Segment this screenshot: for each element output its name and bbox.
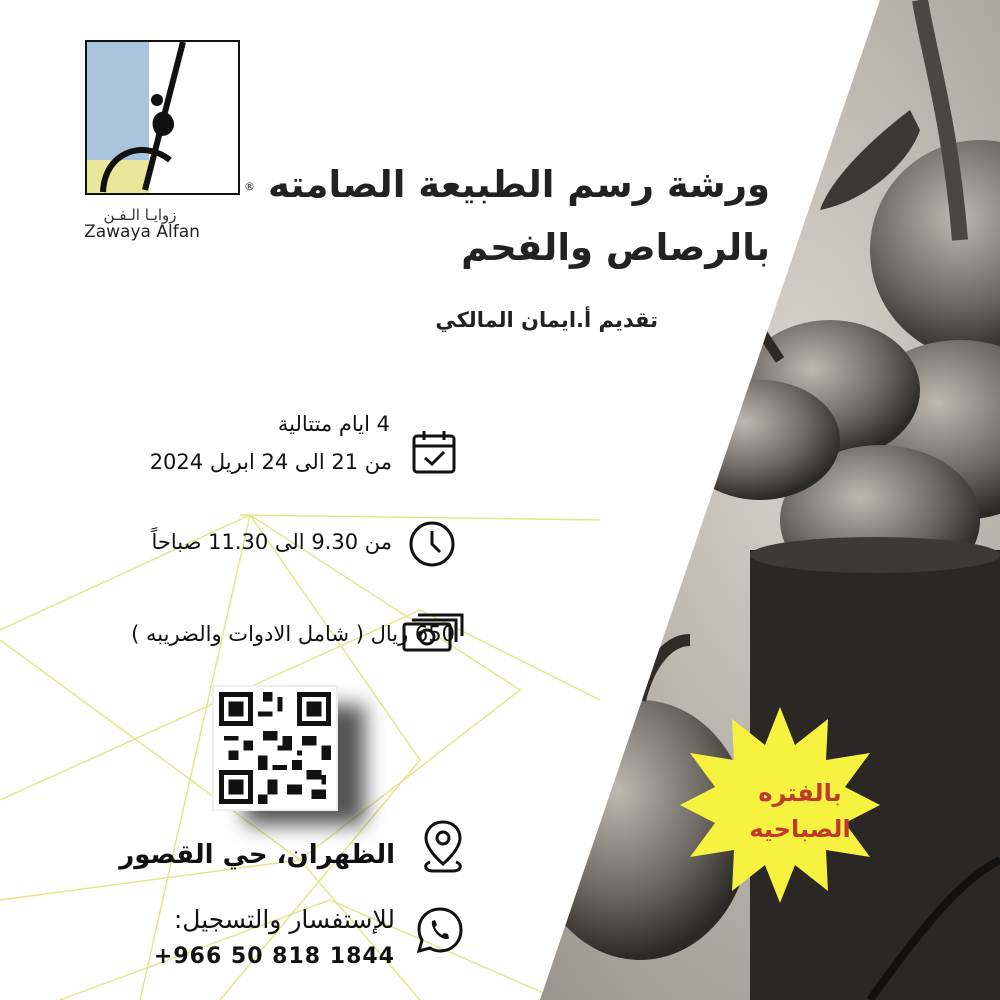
logo-english-text: Zawaya Alfan [84, 222, 200, 242]
whatsapp-icon[interactable] [415, 905, 465, 959]
location-text: الظهران، حي القصور [119, 840, 395, 870]
presenter: تقديم أ.ايمان المالكي [435, 308, 658, 332]
time-text: من 9.30 الى 11.30 صباحاً [151, 530, 392, 554]
price-text: 650 ريال ( شامل الادوات والضريبه ) [131, 622, 455, 646]
contact-label: للإستفسار والتسجيل: [173, 905, 395, 934]
phone-number[interactable]: +966 50 818 1844 [153, 944, 395, 969]
clock-icon [408, 520, 456, 572]
badge-text [700, 775, 900, 847]
badge-line-2: الصباحيه [749, 815, 851, 843]
title-line-1: ورشة رسم الطبيعة الصامته [268, 163, 770, 206]
logo-arabic-text: زوايـا الـفـن [103, 206, 177, 224]
title-line-2: بالرصاص والفحم [461, 226, 770, 269]
badge-line-1: بالفتره [758, 779, 842, 807]
duration-text: 4 ايام متتالية [277, 412, 390, 436]
location-pin-icon [420, 818, 466, 880]
calendar-icon [410, 428, 458, 480]
registered-mark: ® [244, 180, 255, 193]
qr-code[interactable] [212, 685, 338, 811]
dates-text: من 21 الى 24 ابريل 2024 [149, 450, 392, 474]
